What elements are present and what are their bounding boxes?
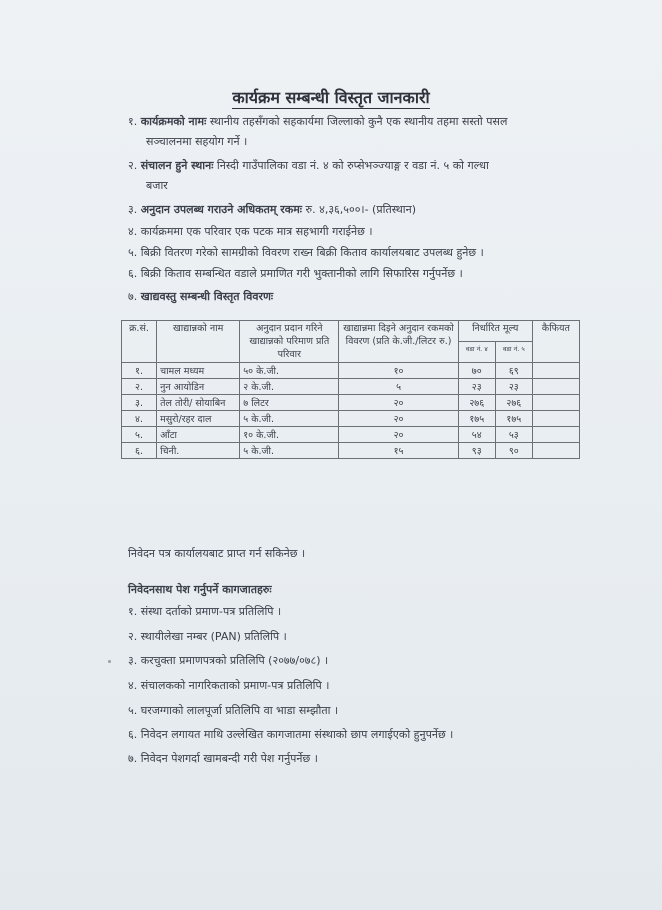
cell-remarks [532,379,579,395]
point-2-continued: बजार [146,179,168,192]
doc-item-2: २. स्थायीलेखा नम्बर (PAN) प्रतिलिपि । [128,630,287,643]
cell-ward-4: ५४ [458,427,495,443]
header-ward-4: वडा नं. ४ [458,342,495,363]
cell-name: मसुरो/रहर दाल [157,411,240,427]
docs-heading: निवेदनसाथ पेश गर्नुपर्ने कागजातहरुः [128,583,272,596]
cell-subsidy: २० [339,395,458,411]
doc-item-7: ७. निवेदन पेशगर्दा खामबन्दी गरी पेश गर्नुपर्नेछ । [128,752,318,765]
cell-name: चिनी. [157,443,240,459]
cell-qty: ५० के.जी. [240,363,339,379]
cell-sn: ६. [122,443,157,459]
notice-text: निवेदन पत्र कार्यालयबाट प्राप्त गर्न सकिनेछ । [128,547,306,560]
doc-item-4: ४. संचालकको नागरिकताको प्रमाण-पत्र प्रतिलिपि । [128,679,330,692]
cell-ward-5: २३ [495,379,532,395]
header-name: खाद्यान्नको नाम [157,321,240,363]
cell-subsidy: १० [339,363,458,379]
point-1: १. कार्यक्रमको नामः स्थानीय तहसँगको सहकार्यमा जिल्लाको कुनै एक स्थानीय तहमा सस्तो पसल [128,115,508,128]
cell-sn: १. [122,363,157,379]
table-row [122,411,580,427]
cell-name: नुन आयोडिन [157,379,240,395]
cell-subsidy: १५ [339,443,458,459]
point-1-continued: सञ्चालनमा सहयोग गर्ने । [146,135,248,148]
cell-name: चामल मध्यम [157,363,240,379]
point-6: ६. बिक्री किताव सम्बन्धित वडाले प्रमाणित गरी भुक्तानीको लागि सिफारिस गर्नुपर्नेछ । [128,267,463,280]
cell-subsidy: २० [339,411,458,427]
table-row [122,443,580,459]
cell-ward-4: २७६ [458,395,495,411]
cell-ward-5: २७६ [495,395,532,411]
header-remarks: कैफियत [532,321,579,363]
table-row [122,395,580,411]
cell-name: आँटा [157,427,240,443]
cell-name: तेल तोरी/ सोयाबिन [157,395,240,411]
cell-remarks [532,395,579,411]
cell-ward-4: ९३ [458,443,495,459]
header-quantity: अनुदान प्रदान गरिने खाद्यान्नको परिमाण प्रति परिवार [240,321,339,363]
point-2: २. संचालन हुने स्थानः निस्दी गाउँपालिका वडा नं. ४ को रुप्सेभञ्ज्याङ्ग र वडा नं. ५ को गल्धा [128,159,489,172]
point-3: ३. अनुदान उपलब्ध गराउने अधिकतम् रकमः रु. ४,३६,५००।- (प्रतिस्थान) [128,203,417,216]
doc-item-1: १. संस्था दर्ताको प्रमाण-पत्र प्रतिलिपि । [128,605,282,618]
cell-remarks [532,427,579,443]
cell-ward-4: ७० [458,363,495,379]
cell-ward-5: १७५ [495,411,532,427]
cell-sn: ३. [122,395,157,411]
cell-qty: २ के.जी. [240,379,339,395]
cell-remarks [532,411,579,427]
header-ward-5: वडा नं. ५ [495,342,532,363]
doc-item-6: ६. निवेदन लगायत माथि उल्लेखित कागजातमा संस्थाको छाप लगाईएको हुनुपर्नेछ । [128,728,454,741]
cell-qty: ५ के.जी. [240,443,339,459]
table-row [122,427,580,443]
header-sn: क्र.सं. [122,321,157,363]
point-4: ४. कार्यक्रममा एक परिवार एक पटक मात्र सहभागी गराईनेछ । [128,225,373,238]
cell-sn: ५. [122,427,157,443]
point-7: ७. खाद्यवस्तु सम्बन्धी विस्तृत विवरणः [128,290,274,303]
doc-item-3: ३. करचुक्ता प्रमाणपत्रको प्रतिलिपि (२०७७/०७८) । [128,654,329,667]
cell-ward-4: १७५ [458,411,495,427]
page-title: कार्यक्रम सम्बन्धी विस्तृत जानकारी [232,88,430,107]
cell-sn: २. [122,379,157,395]
cell-qty: ७ लिटर [240,395,339,411]
cell-ward-5: ९० [495,443,532,459]
cell-subsidy: ५ [339,379,458,395]
header-price: निर्धारित मूल्य [458,321,532,342]
cell-sn: ४. [122,411,157,427]
header-subsidy: खाद्यान्नमा दिइने अनुदान रकमको विवरण (प्रति के.जी./लिटर रु.) [339,321,458,363]
cell-ward-5: ६९ [495,363,532,379]
table-row [122,363,580,379]
cell-ward-5: ५३ [495,427,532,443]
cell-qty: ५ के.जी. [240,411,339,427]
ink-speck [108,660,111,663]
cell-remarks [532,443,579,459]
cell-qty: १० के.जी. [240,427,339,443]
point-5: ५. बिक्री वितरण गरेको सामग्रीको विवरण राख्न बिक्री किताव कार्यालयबाट उपलब्ध हुनेछ । [128,246,484,259]
cell-subsidy: २० [339,427,458,443]
cell-remarks [532,363,579,379]
doc-item-5: ५. घरजग्गाको लालपूर्जा प्रतिलिपि वा भाडा सम्झौता । [128,704,339,717]
cell-ward-4: २३ [458,379,495,395]
table-row [122,379,580,395]
food-items-table [121,320,580,459]
